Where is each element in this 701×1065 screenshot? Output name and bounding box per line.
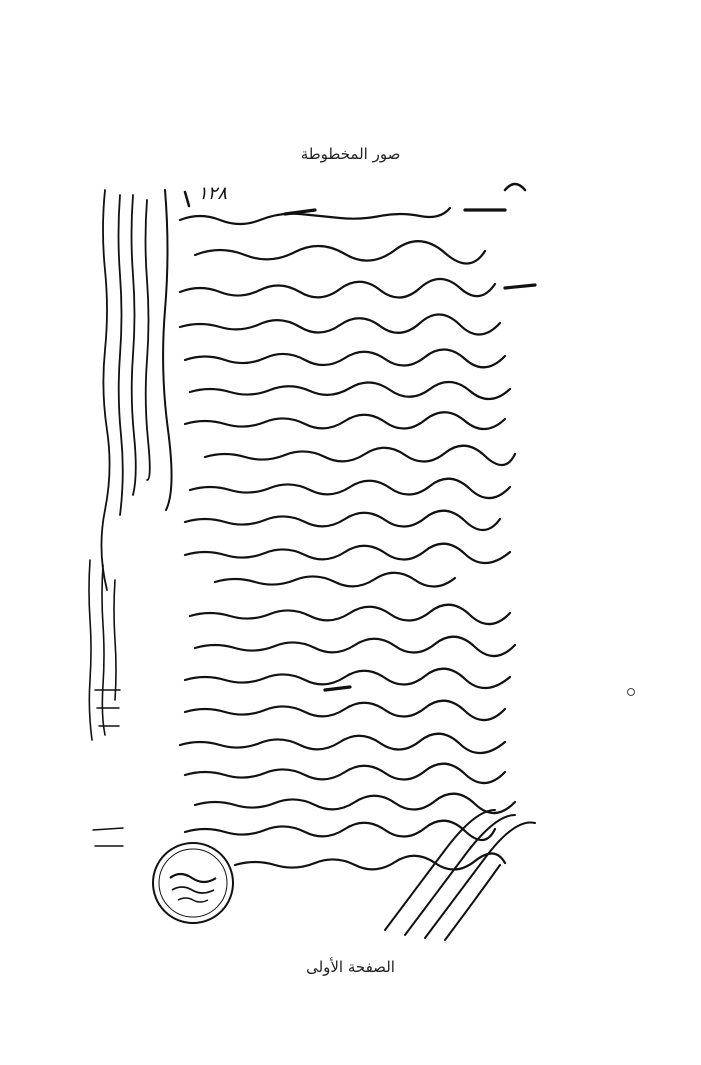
manuscript-image xyxy=(85,170,660,950)
library-seal-stamp xyxy=(148,838,238,928)
page-footer-label: الصفحة الأولى xyxy=(306,958,395,976)
folio-number: ١٢٨ xyxy=(198,183,228,204)
manuscript-handwriting xyxy=(85,170,660,950)
page-header-title: صور المخطوطة xyxy=(300,145,401,163)
margin-dot-mark xyxy=(627,688,635,696)
